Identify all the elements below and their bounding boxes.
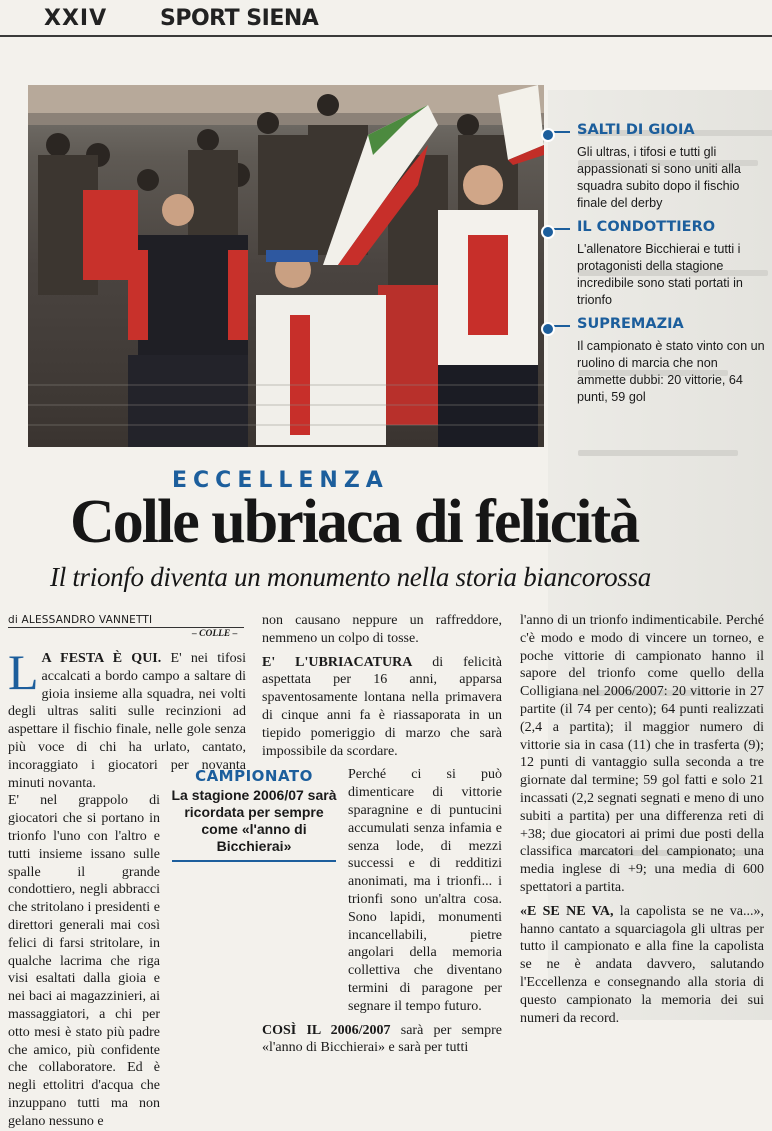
callout-title: SALTI DI GIOIA <box>577 122 695 138</box>
byline: di ALESSANDRO VANNETTI <box>8 614 153 626</box>
page-number: XXIV <box>44 6 108 31</box>
pull-quote-tag: CAMPIONATO <box>195 767 313 785</box>
byline-rule <box>8 627 244 628</box>
callout-bullet-icon <box>541 128 555 142</box>
column-2-lead-2: COSÌ IL 2006/2007 <box>262 1022 391 1038</box>
article-subhead: Il trionfo diventa un monumento nella storia biancorossa <box>50 562 651 592</box>
callout-bullet-icon <box>541 322 555 336</box>
pull-quote-text: La stagione 2006/07 sarà ricordata per sempre come «l'anno di Bicchierai» <box>171 787 337 854</box>
callout-text: Gli ultras, i tifosi e tutti gli appassionati si sono uniti alla squadra subito dopo il fischio finale del derby <box>577 145 741 210</box>
column-2-paragraph-2: Perché ci si può dimenticare di vittorie sparagnine e di puntucini accumulati senza infamia e senza lode, di mezzi successi e di redditizi anonimati, ma i trionfi... i trionfi sono un'altra cosa. Sono lapidi, monumenti incancellabili, pietre angolari della memoria collettiva che diventano termini di paragone per segnare il tempo futuro. <box>348 767 502 1014</box>
article-kicker: ECCELLENZA <box>172 468 389 493</box>
drop-cap: L <box>8 644 39 700</box>
column-3-paragraph-2: la capolista se ne va...», hanno cantato a squarciagola gli ultras per tutto il campionato e alla fine la capolista se ne è andata davvero, salutando l'Eccellenza e consegnando alla storia di questo campionato la memoria dei sui numeri da record. <box>520 903 764 1026</box>
article-column-3 <box>520 612 764 1027</box>
callout-text: L'allenatore Bicchierai e tutti i protagonisti della stagione incredibile sono stati portati in trionfo <box>577 242 743 307</box>
dateline: – COLLE – <box>192 629 238 639</box>
article-headline: Colle ubriaca di felicità <box>70 488 639 556</box>
pull-quote-rule <box>172 860 336 862</box>
column-1-paragraph-2-start: E' nel grappolo di giocatori che si portano in trionfo l'uno con l'altro e tutti insieme issano sulle spalle il grande condottiero, negli abbracci che stritolano i presidenti e direttori generali mai così felici di farsi stritolare, in qualche lacrima che riga visi esaltati dalla gioia e nei baci ai magazzinieri, ai massaggiatori, a chi per otto mesi è stato più padre che amico, più confidente che collaboratore. Ed è negli ettolitri d'acqua che inzuppano tutti ma non gelano nessuno e <box>8 793 160 1129</box>
column-3-lead: «E SE NE VA, <box>520 903 614 919</box>
callout-title: IL CONDOTTIERO <box>577 219 716 235</box>
column-2-lead: E' L'UBRIACATURA <box>262 654 413 670</box>
callout-text: Il campionato è stato vinto con un ruolino di marcia che non ammette dubbi: 20 vittorie, 64 punti, 59 gol <box>577 339 765 404</box>
callout-bullet-icon <box>541 225 555 239</box>
column-1-paragraph-1: E' nei tifosi accalcati a bordo campo a saltare di gioia insieme alla squadra, nei volti degli ultras saliti sulle recinzioni ad aspettare il fischio finale, nelle gole senza più voce di chi ha urlato, cantato, incoraggiato i giocatori per novanta minuti novanta. <box>8 651 246 791</box>
column-2-paragraph-3: sarà per sempre «l'anno di Bicchierai» e sarà per tutti <box>262 1022 502 1056</box>
column-2-continuation: non causano neppure un raffreddore, nemmeno un colpo di tosse. <box>262 613 502 646</box>
article-column-1 <box>8 644 246 1131</box>
celebration-photo <box>28 85 544 447</box>
column-3-paragraph-1: l'anno di un trionfo indimenticabile. Perché c'è modo e modo di vincere un torneo, e poche vittorie di campionato hanno il sapore del trionfo come quello della Colligiana nel 2006/2007: 20 vittorie in 27 partite (il 74 per cento); 64 punti realizzati (2,4 a partita); il maggior numero di vittorie sia in casa (11) che in trasferta (9); 12 punti di vantaggio sulla seconda a tre giornate dal termine; 59 gol fatti e solo 21 incassati (2,2 segnati segnati e meno di uno subiti a partita) per una differenza reti di +38; due giocatori ai primi due posti della classifica marcatori del campionato; una media inglese di +9; una media di 600 spettatori a partita. <box>520 613 764 895</box>
pull-quote <box>168 767 340 862</box>
callout-title: SUPREMAZIA <box>577 316 684 332</box>
column-1-lead: A FESTA È QUI. <box>41 651 162 666</box>
column-2-paragraph-1: di felicità aspettata per 16 anni, apparsa spaventosamente lontana nella primavera di cinque anni fa è riassaporata in un tiepido pomeriggio di marzo che sarà impossibile da scordare. <box>262 654 502 759</box>
header-rule <box>0 35 772 37</box>
section-title: SPORT SIENA <box>160 6 319 31</box>
